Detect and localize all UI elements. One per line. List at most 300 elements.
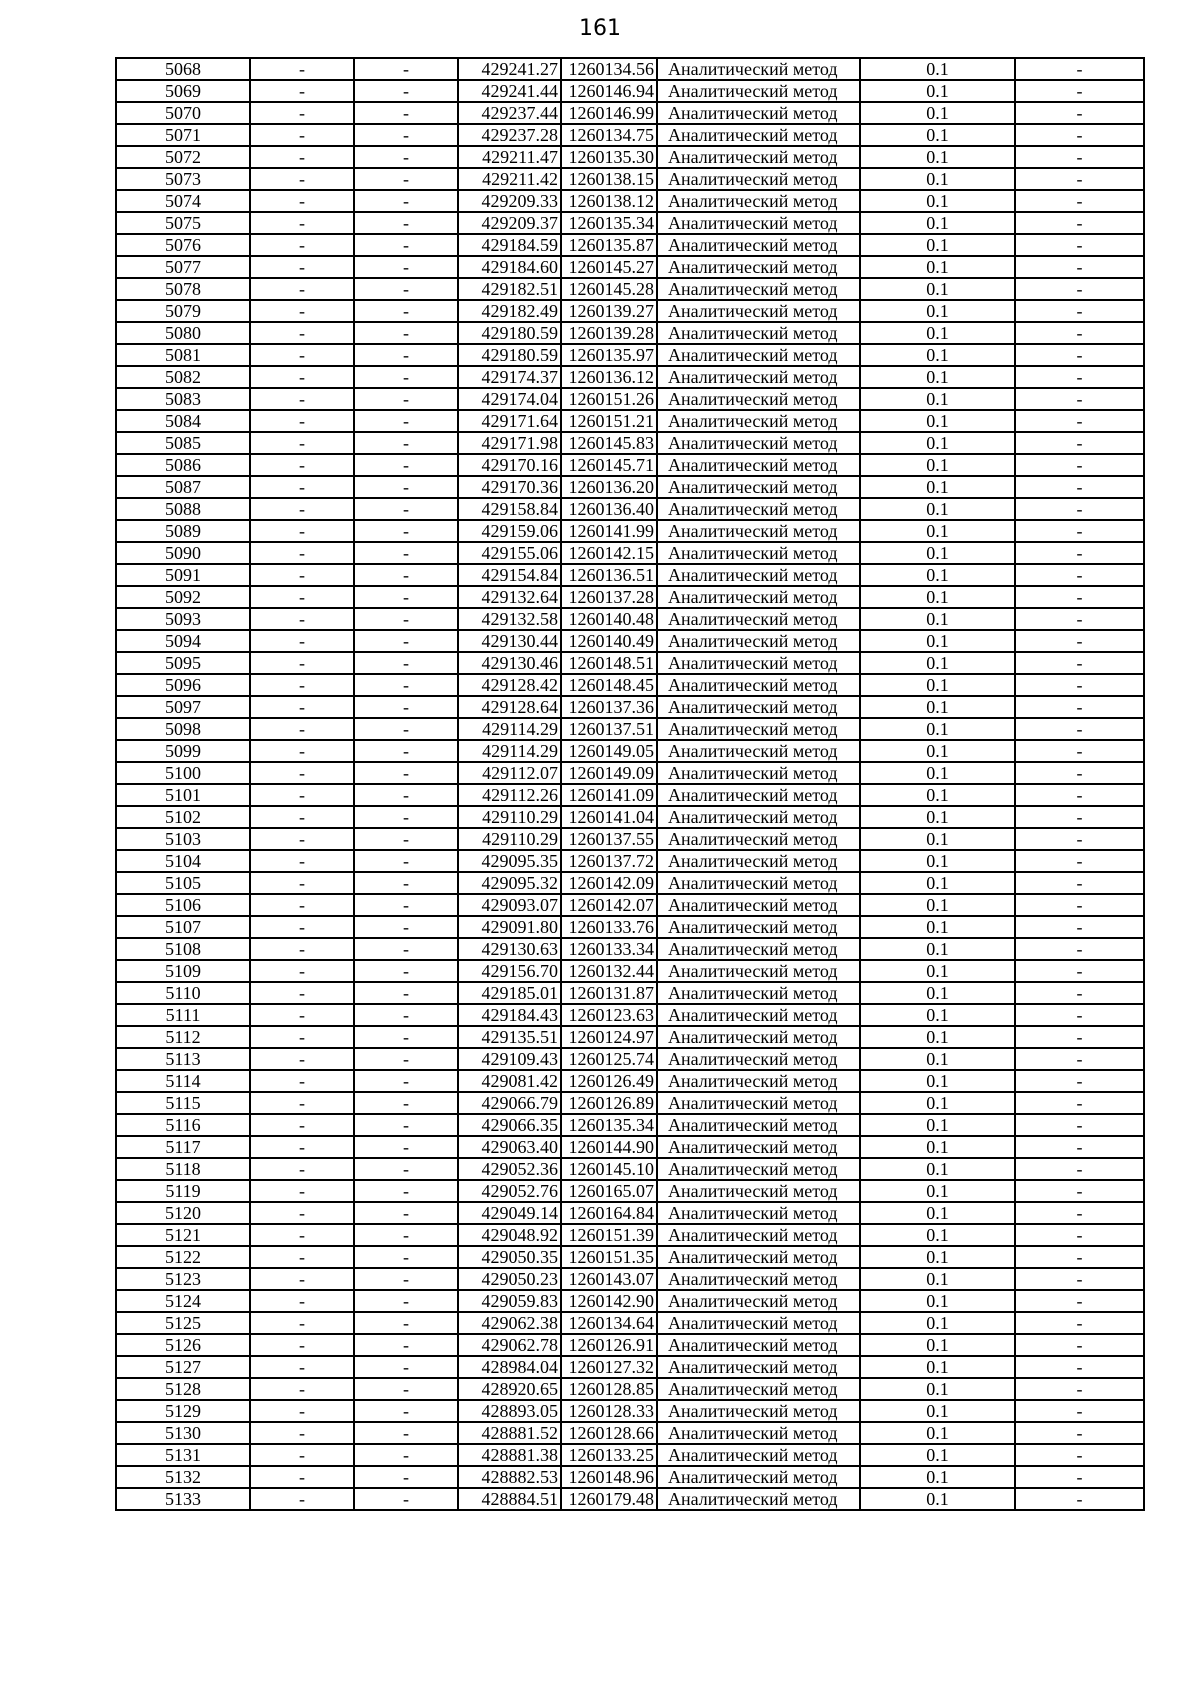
dash-cell-1: - — [250, 586, 354, 608]
accuracy-cell: 0.1 — [860, 740, 1015, 762]
accuracy-cell: 0.1 — [860, 410, 1015, 432]
accuracy-cell: 0.1 — [860, 366, 1015, 388]
method-cell: Аналитический метод — [657, 1026, 860, 1048]
x-coordinate-cell: 429050.35 — [458, 1246, 561, 1268]
table-row — [116, 432, 1144, 454]
y-coordinate-cell: 1260145.27 — [561, 256, 657, 278]
accuracy-cell: 0.1 — [860, 1466, 1015, 1488]
point-number-cell: 5087 — [116, 476, 250, 498]
method-cell: Аналитический метод — [657, 894, 860, 916]
accuracy-cell: 0.1 — [860, 608, 1015, 630]
x-coordinate-cell: 429132.58 — [458, 608, 561, 630]
dash-cell-1: - — [250, 652, 354, 674]
table-row — [116, 828, 1144, 850]
note-cell: - — [1015, 784, 1144, 806]
table-row — [116, 498, 1144, 520]
accuracy-cell: 0.1 — [860, 322, 1015, 344]
method-cell: Аналитический метод — [657, 58, 860, 80]
note-cell: - — [1015, 102, 1144, 124]
method-cell: Аналитический метод — [657, 1400, 860, 1422]
method-cell: Аналитический метод — [657, 696, 860, 718]
note-cell: - — [1015, 344, 1144, 366]
table-row — [116, 168, 1144, 190]
dash-cell-2: - — [354, 366, 458, 388]
method-cell: Аналитический метод — [657, 652, 860, 674]
table-body — [116, 58, 1144, 1510]
method-cell: Аналитический метод — [657, 124, 860, 146]
dash-cell-1: - — [250, 1422, 354, 1444]
point-number-cell: 5103 — [116, 828, 250, 850]
note-cell: - — [1015, 542, 1144, 564]
accuracy-cell: 0.1 — [860, 982, 1015, 1004]
note-cell: - — [1015, 1224, 1144, 1246]
accuracy-cell: 0.1 — [860, 652, 1015, 674]
table-row — [116, 982, 1144, 1004]
x-coordinate-cell: 429171.98 — [458, 432, 561, 454]
dash-cell-1: - — [250, 1466, 354, 1488]
point-number-cell: 5102 — [116, 806, 250, 828]
accuracy-cell: 0.1 — [860, 916, 1015, 938]
note-cell: - — [1015, 80, 1144, 102]
accuracy-cell: 0.1 — [860, 850, 1015, 872]
point-number-cell: 5125 — [116, 1312, 250, 1334]
point-number-cell: 5131 — [116, 1444, 250, 1466]
x-coordinate-cell: 429049.14 — [458, 1202, 561, 1224]
note-cell: - — [1015, 1114, 1144, 1136]
note-cell: - — [1015, 190, 1144, 212]
dash-cell-1: - — [250, 806, 354, 828]
dash-cell-2: - — [354, 1378, 458, 1400]
point-number-cell: 5115 — [116, 1092, 250, 1114]
dash-cell-2: - — [354, 630, 458, 652]
dash-cell-1: - — [250, 1092, 354, 1114]
table-row — [116, 586, 1144, 608]
x-coordinate-cell: 429237.44 — [458, 102, 561, 124]
note-cell: - — [1015, 454, 1144, 476]
y-coordinate-cell: 1260151.39 — [561, 1224, 657, 1246]
y-coordinate-cell: 1260134.56 — [561, 58, 657, 80]
dash-cell-1: - — [250, 124, 354, 146]
y-coordinate-cell: 1260149.05 — [561, 740, 657, 762]
method-cell: Аналитический метод — [657, 1114, 860, 1136]
dash-cell-1: - — [250, 1246, 354, 1268]
dash-cell-2: - — [354, 872, 458, 894]
note-cell: - — [1015, 1202, 1144, 1224]
dash-cell-2: - — [354, 586, 458, 608]
accuracy-cell: 0.1 — [860, 1136, 1015, 1158]
dash-cell-1: - — [250, 828, 354, 850]
dash-cell-1: - — [250, 1048, 354, 1070]
dash-cell-2: - — [354, 454, 458, 476]
method-cell: Аналитический метод — [657, 168, 860, 190]
method-cell: Аналитический метод — [657, 1004, 860, 1026]
dash-cell-1: - — [250, 1114, 354, 1136]
dash-cell-1: - — [250, 1202, 354, 1224]
y-coordinate-cell: 1260148.96 — [561, 1466, 657, 1488]
coordinates-table — [115, 57, 1145, 1511]
dash-cell-1: - — [250, 476, 354, 498]
dash-cell-2: - — [354, 1048, 458, 1070]
dash-cell-1: - — [250, 1180, 354, 1202]
accuracy-cell: 0.1 — [860, 102, 1015, 124]
dash-cell-1: - — [250, 608, 354, 630]
dash-cell-1: - — [250, 322, 354, 344]
note-cell: - — [1015, 1070, 1144, 1092]
point-number-cell: 5095 — [116, 652, 250, 674]
page-number: 161 — [579, 16, 621, 41]
y-coordinate-cell: 1260143.07 — [561, 1268, 657, 1290]
dash-cell-2: - — [354, 520, 458, 542]
accuracy-cell: 0.1 — [860, 256, 1015, 278]
accuracy-cell: 0.1 — [860, 1312, 1015, 1334]
point-number-cell: 5080 — [116, 322, 250, 344]
note-cell: - — [1015, 1246, 1144, 1268]
method-cell: Аналитический метод — [657, 1180, 860, 1202]
note-cell: - — [1015, 432, 1144, 454]
note-cell: - — [1015, 586, 1144, 608]
dash-cell-2: - — [354, 806, 458, 828]
accuracy-cell: 0.1 — [860, 190, 1015, 212]
method-cell: Аналитический метод — [657, 256, 860, 278]
dash-cell-1: - — [250, 168, 354, 190]
y-coordinate-cell: 1260135.30 — [561, 146, 657, 168]
note-cell: - — [1015, 1180, 1144, 1202]
y-coordinate-cell: 1260137.72 — [561, 850, 657, 872]
accuracy-cell: 0.1 — [860, 1158, 1015, 1180]
note-cell: - — [1015, 850, 1144, 872]
method-cell: Аналитический метод — [657, 278, 860, 300]
dash-cell-2: - — [354, 542, 458, 564]
dash-cell-2: - — [354, 850, 458, 872]
method-cell: Аналитический метод — [657, 476, 860, 498]
dash-cell-2: - — [354, 1114, 458, 1136]
accuracy-cell: 0.1 — [860, 498, 1015, 520]
accuracy-cell: 0.1 — [860, 1422, 1015, 1444]
x-coordinate-cell: 429156.70 — [458, 960, 561, 982]
method-cell: Аналитический метод — [657, 564, 860, 586]
dash-cell-2: - — [354, 124, 458, 146]
accuracy-cell: 0.1 — [860, 1444, 1015, 1466]
method-cell: Аналитический метод — [657, 740, 860, 762]
y-coordinate-cell: 1260126.49 — [561, 1070, 657, 1092]
method-cell: Аналитический метод — [657, 80, 860, 102]
y-coordinate-cell: 1260124.97 — [561, 1026, 657, 1048]
dash-cell-1: - — [250, 80, 354, 102]
table-row — [116, 344, 1144, 366]
dash-cell-1: - — [250, 1026, 354, 1048]
table-row — [116, 58, 1144, 80]
note-cell: - — [1015, 388, 1144, 410]
dash-cell-1: - — [250, 630, 354, 652]
method-cell: Аналитический метод — [657, 1422, 860, 1444]
x-coordinate-cell: 429112.26 — [458, 784, 561, 806]
y-coordinate-cell: 1260126.89 — [561, 1092, 657, 1114]
point-number-cell: 5090 — [116, 542, 250, 564]
point-number-cell: 5118 — [116, 1158, 250, 1180]
point-number-cell: 5093 — [116, 608, 250, 630]
point-number-cell: 5129 — [116, 1400, 250, 1422]
note-cell: - — [1015, 982, 1144, 1004]
x-coordinate-cell: 429063.40 — [458, 1136, 561, 1158]
y-coordinate-cell: 1260142.90 — [561, 1290, 657, 1312]
dash-cell-2: - — [354, 1070, 458, 1092]
table-row — [116, 916, 1144, 938]
table-row — [116, 1224, 1144, 1246]
note-cell: - — [1015, 894, 1144, 916]
accuracy-cell: 0.1 — [860, 630, 1015, 652]
method-cell: Аналитический метод — [657, 1290, 860, 1312]
dash-cell-2: - — [354, 762, 458, 784]
accuracy-cell: 0.1 — [860, 1048, 1015, 1070]
note-cell: - — [1015, 520, 1144, 542]
point-number-cell: 5079 — [116, 300, 250, 322]
table-row — [116, 146, 1144, 168]
dash-cell-2: - — [354, 696, 458, 718]
dash-cell-2: - — [354, 652, 458, 674]
dash-cell-1: - — [250, 1268, 354, 1290]
x-coordinate-cell: 429081.42 — [458, 1070, 561, 1092]
dash-cell-1: - — [250, 410, 354, 432]
x-coordinate-cell: 429110.29 — [458, 806, 561, 828]
table-row — [116, 1290, 1144, 1312]
table-row — [116, 1026, 1144, 1048]
dash-cell-1: - — [250, 256, 354, 278]
note-cell: - — [1015, 1092, 1144, 1114]
note-cell: - — [1015, 718, 1144, 740]
method-cell: Аналитический метод — [657, 806, 860, 828]
point-number-cell: 5073 — [116, 168, 250, 190]
point-number-cell: 5084 — [116, 410, 250, 432]
point-number-cell: 5113 — [116, 1048, 250, 1070]
dash-cell-2: - — [354, 1312, 458, 1334]
x-coordinate-cell: 429130.46 — [458, 652, 561, 674]
table-row — [116, 740, 1144, 762]
note-cell: - — [1015, 58, 1144, 80]
point-number-cell: 5075 — [116, 212, 250, 234]
note-cell: - — [1015, 1004, 1144, 1026]
note-cell: - — [1015, 938, 1144, 960]
dash-cell-2: - — [354, 1356, 458, 1378]
note-cell: - — [1015, 1158, 1144, 1180]
x-coordinate-cell: 429155.06 — [458, 542, 561, 564]
dash-cell-1: - — [250, 850, 354, 872]
y-coordinate-cell: 1260135.87 — [561, 234, 657, 256]
y-coordinate-cell: 1260134.75 — [561, 124, 657, 146]
y-coordinate-cell: 1260137.55 — [561, 828, 657, 850]
y-coordinate-cell: 1260144.90 — [561, 1136, 657, 1158]
dash-cell-2: - — [354, 982, 458, 1004]
x-coordinate-cell: 429241.44 — [458, 80, 561, 102]
table-row — [116, 1356, 1144, 1378]
dash-cell-1: - — [250, 1378, 354, 1400]
table-row — [116, 718, 1144, 740]
dash-cell-1: - — [250, 498, 354, 520]
note-cell: - — [1015, 960, 1144, 982]
accuracy-cell: 0.1 — [860, 1356, 1015, 1378]
x-coordinate-cell: 429209.37 — [458, 212, 561, 234]
point-number-cell: 5069 — [116, 80, 250, 102]
dash-cell-1: - — [250, 300, 354, 322]
x-coordinate-cell: 428984.04 — [458, 1356, 561, 1378]
method-cell: Аналитический метод — [657, 938, 860, 960]
dash-cell-2: - — [354, 718, 458, 740]
point-number-cell: 5068 — [116, 58, 250, 80]
y-coordinate-cell: 1260151.26 — [561, 388, 657, 410]
dash-cell-2: - — [354, 256, 458, 278]
dash-cell-1: - — [250, 1136, 354, 1158]
y-coordinate-cell: 1260145.83 — [561, 432, 657, 454]
note-cell: - — [1015, 762, 1144, 784]
note-cell: - — [1015, 1488, 1144, 1510]
note-cell: - — [1015, 1312, 1144, 1334]
note-cell: - — [1015, 608, 1144, 630]
point-number-cell: 5077 — [116, 256, 250, 278]
dash-cell-1: - — [250, 1312, 354, 1334]
accuracy-cell: 0.1 — [860, 542, 1015, 564]
dash-cell-1: - — [250, 344, 354, 366]
x-coordinate-cell: 429180.59 — [458, 344, 561, 366]
y-coordinate-cell: 1260135.34 — [561, 1114, 657, 1136]
method-cell: Аналитический метод — [657, 1136, 860, 1158]
dash-cell-1: - — [250, 872, 354, 894]
note-cell: - — [1015, 322, 1144, 344]
note-cell: - — [1015, 1444, 1144, 1466]
dash-cell-1: - — [250, 1488, 354, 1510]
method-cell: Аналитический метод — [657, 432, 860, 454]
accuracy-cell: 0.1 — [860, 1070, 1015, 1092]
method-cell: Аналитический метод — [657, 784, 860, 806]
dash-cell-2: - — [354, 960, 458, 982]
dash-cell-2: - — [354, 322, 458, 344]
accuracy-cell: 0.1 — [860, 1114, 1015, 1136]
point-number-cell: 5104 — [116, 850, 250, 872]
point-number-cell: 5081 — [116, 344, 250, 366]
table-row — [116, 1246, 1144, 1268]
point-number-cell: 5096 — [116, 674, 250, 696]
point-number-cell: 5072 — [116, 146, 250, 168]
accuracy-cell: 0.1 — [860, 80, 1015, 102]
table-row — [116, 1488, 1144, 1510]
dash-cell-2: - — [354, 146, 458, 168]
y-coordinate-cell: 1260151.35 — [561, 1246, 657, 1268]
x-coordinate-cell: 429062.38 — [458, 1312, 561, 1334]
dash-cell-2: - — [354, 1334, 458, 1356]
dash-cell-2: - — [354, 1202, 458, 1224]
accuracy-cell: 0.1 — [860, 872, 1015, 894]
table-row — [116, 784, 1144, 806]
x-coordinate-cell: 428920.65 — [458, 1378, 561, 1400]
method-cell: Аналитический метод — [657, 1466, 860, 1488]
method-cell: Аналитический метод — [657, 1048, 860, 1070]
dash-cell-2: - — [354, 1246, 458, 1268]
x-coordinate-cell: 429182.51 — [458, 278, 561, 300]
point-number-cell: 5088 — [116, 498, 250, 520]
dash-cell-1: - — [250, 674, 354, 696]
point-number-cell: 5121 — [116, 1224, 250, 1246]
table-row — [116, 1466, 1144, 1488]
dash-cell-2: - — [354, 1092, 458, 1114]
note-cell: - — [1015, 1356, 1144, 1378]
dash-cell-1: - — [250, 938, 354, 960]
point-number-cell: 5122 — [116, 1246, 250, 1268]
note-cell: - — [1015, 674, 1144, 696]
point-number-cell: 5123 — [116, 1268, 250, 1290]
dash-cell-1: - — [250, 234, 354, 256]
table-row — [116, 278, 1144, 300]
dash-cell-2: - — [354, 784, 458, 806]
note-cell: - — [1015, 410, 1144, 432]
note-cell: - — [1015, 872, 1144, 894]
method-cell: Аналитический метод — [657, 1070, 860, 1092]
y-coordinate-cell: 1260136.12 — [561, 366, 657, 388]
x-coordinate-cell: 429159.06 — [458, 520, 561, 542]
y-coordinate-cell: 1260138.15 — [561, 168, 657, 190]
accuracy-cell: 0.1 — [860, 1224, 1015, 1246]
accuracy-cell: 0.1 — [860, 806, 1015, 828]
table-row — [116, 410, 1144, 432]
note-cell: - — [1015, 1400, 1144, 1422]
x-coordinate-cell: 429171.64 — [458, 410, 561, 432]
point-number-cell: 5107 — [116, 916, 250, 938]
table-row — [116, 1004, 1144, 1026]
dash-cell-1: - — [250, 1290, 354, 1312]
method-cell: Аналитический метод — [657, 498, 860, 520]
note-cell: - — [1015, 476, 1144, 498]
note-cell: - — [1015, 916, 1144, 938]
table-row — [116, 938, 1144, 960]
note-cell: - — [1015, 652, 1144, 674]
accuracy-cell: 0.1 — [860, 1180, 1015, 1202]
point-number-cell: 5076 — [116, 234, 250, 256]
dash-cell-2: - — [354, 80, 458, 102]
dash-cell-2: - — [354, 1224, 458, 1246]
method-cell: Аналитический метод — [657, 586, 860, 608]
x-coordinate-cell: 429062.78 — [458, 1334, 561, 1356]
x-coordinate-cell: 429109.43 — [458, 1048, 561, 1070]
dash-cell-1: - — [250, 960, 354, 982]
point-number-cell: 5070 — [116, 102, 250, 124]
note-cell: - — [1015, 366, 1144, 388]
dash-cell-2: - — [354, 1444, 458, 1466]
x-coordinate-cell: 429132.64 — [458, 586, 561, 608]
note-cell: - — [1015, 1026, 1144, 1048]
method-cell: Аналитический метод — [657, 674, 860, 696]
method-cell: Аналитический метод — [657, 1092, 860, 1114]
dash-cell-1: - — [250, 784, 354, 806]
note-cell: - — [1015, 828, 1144, 850]
accuracy-cell: 0.1 — [860, 388, 1015, 410]
note-cell: - — [1015, 564, 1144, 586]
dash-cell-2: - — [354, 432, 458, 454]
accuracy-cell: 0.1 — [860, 674, 1015, 696]
note-cell: - — [1015, 1334, 1144, 1356]
method-cell: Аналитический метод — [657, 630, 860, 652]
x-coordinate-cell: 429093.07 — [458, 894, 561, 916]
accuracy-cell: 0.1 — [860, 1202, 1015, 1224]
method-cell: Аналитический метод — [657, 1444, 860, 1466]
table-row — [116, 1158, 1144, 1180]
x-coordinate-cell: 429174.37 — [458, 366, 561, 388]
y-coordinate-cell: 1260128.66 — [561, 1422, 657, 1444]
method-cell: Аналитический метод — [657, 388, 860, 410]
method-cell: Аналитический метод — [657, 762, 860, 784]
x-coordinate-cell: 429130.63 — [458, 938, 561, 960]
table-row — [116, 322, 1144, 344]
method-cell: Аналитический метод — [657, 520, 860, 542]
method-cell: Аналитический метод — [657, 850, 860, 872]
dash-cell-2: - — [354, 102, 458, 124]
table-row — [116, 366, 1144, 388]
